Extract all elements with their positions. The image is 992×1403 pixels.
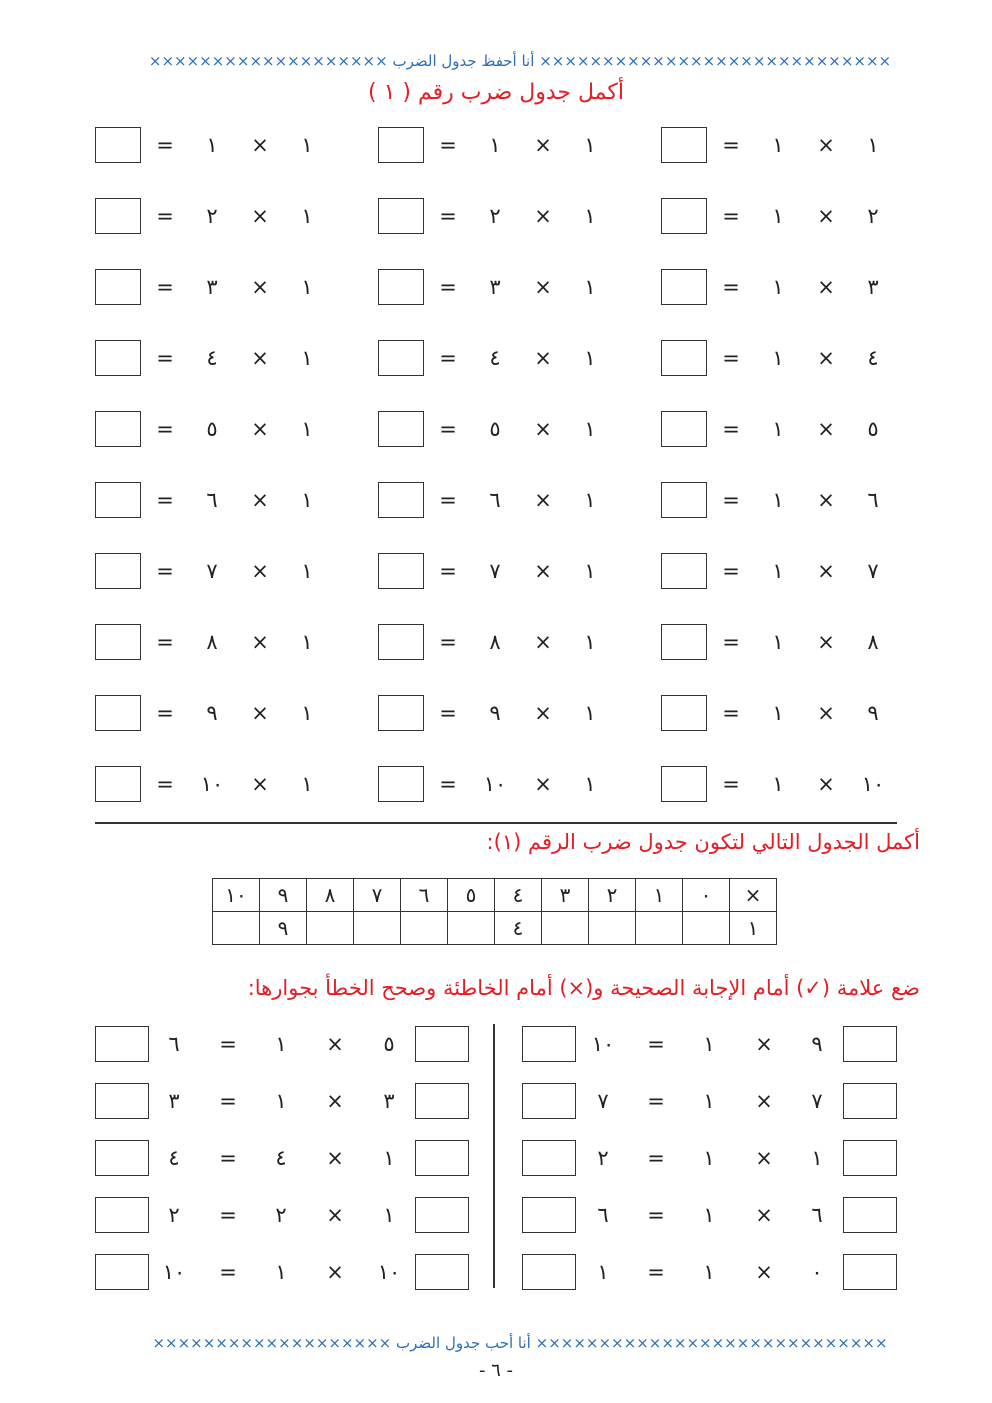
times-sign: ×: [817, 346, 835, 370]
operand-b: ١: [206, 133, 218, 157]
table-header-cell: ٤: [495, 879, 542, 912]
equals-sign: =: [722, 630, 740, 654]
operand-b: ١: [772, 630, 784, 654]
equals-sign: =: [647, 1260, 665, 1284]
operand-b: ٨: [489, 630, 501, 654]
equals-sign: =: [156, 701, 174, 725]
operand-b: ١: [772, 204, 784, 228]
result: ٢: [168, 1203, 180, 1227]
exercise-3-title: ضع علامة (✓) أمام الإجابة الصحيحة و(×) أمام الخاطئة وصحح الخطأ بجوارها:: [247, 976, 920, 1000]
equals-sign: =: [722, 275, 740, 299]
correction-box[interactable]: [95, 1140, 149, 1176]
operand-a: ١: [584, 488, 596, 512]
check-mark-box[interactable]: [843, 1197, 897, 1233]
equals-sign: =: [219, 1032, 237, 1056]
multiplication-table: [212, 878, 777, 945]
check-mark-box[interactable]: [843, 1140, 897, 1176]
table-answer-cell[interactable]: [213, 912, 260, 945]
operand-b: ٧: [206, 559, 218, 583]
operand-a: ١: [584, 133, 596, 157]
answer-box[interactable]: [95, 198, 141, 234]
equals-sign: =: [156, 346, 174, 370]
operand-a: ١: [584, 630, 596, 654]
equals-sign: =: [219, 1260, 237, 1284]
operand-b: ١: [275, 1032, 287, 1056]
operand-a: ٨: [867, 630, 879, 654]
equals-sign: =: [647, 1146, 665, 1170]
table-answer-row: [213, 912, 777, 945]
operand-b: ١: [489, 133, 501, 157]
equals-sign: =: [722, 346, 740, 370]
equals-sign: =: [156, 133, 174, 157]
page-number: - ٦ -: [478, 1360, 514, 1381]
answer-box[interactable]: [661, 411, 707, 447]
result: ٧: [597, 1089, 609, 1113]
check-mark-box[interactable]: [415, 1197, 469, 1233]
times-sign: ×: [534, 630, 552, 654]
times-sign: ×: [326, 1146, 344, 1170]
footer-marks-left: ×××××××××××××××××××: [152, 1334, 392, 1352]
times-sign: ×: [251, 204, 269, 228]
times-sign: ×: [251, 772, 269, 796]
operand-a: ٣: [383, 1089, 395, 1113]
times-sign: ×: [251, 346, 269, 370]
operand-b: ١: [703, 1146, 715, 1170]
equals-sign: =: [439, 488, 457, 512]
times-sign: ×: [534, 417, 552, 441]
table-header-cell: ٧: [354, 879, 401, 912]
operand-a: ١٠: [377, 1260, 401, 1284]
operand-a: ١: [584, 559, 596, 583]
equals-sign: =: [156, 559, 174, 583]
table-answer-cell[interactable]: [401, 912, 448, 945]
result: ١٠: [162, 1260, 186, 1284]
correction-box[interactable]: [522, 1140, 576, 1176]
operand-b: ١: [275, 1089, 287, 1113]
operand-b: ٣: [206, 275, 218, 299]
operand-b: ٤: [206, 346, 218, 370]
equals-sign: =: [722, 488, 740, 512]
answer-box[interactable]: [378, 340, 424, 376]
operand-a: ٠: [811, 1260, 823, 1284]
operand-b: ٢: [275, 1203, 287, 1227]
operand-b: ٧: [489, 559, 501, 583]
equals-sign: =: [439, 559, 457, 583]
answer-box[interactable]: [661, 269, 707, 305]
table-header-cell: ٨: [307, 879, 354, 912]
answer-box[interactable]: [378, 482, 424, 518]
result: ١: [597, 1260, 609, 1284]
equals-sign: =: [439, 772, 457, 796]
answer-box[interactable]: [661, 766, 707, 802]
times-sign: ×: [817, 204, 835, 228]
operand-b: ٥: [489, 417, 501, 441]
table-answer-cell[interactable]: [636, 912, 683, 945]
check-mark-box[interactable]: [843, 1083, 897, 1119]
table-answer-cell[interactable]: [683, 912, 730, 945]
table-header-cell: ١٠: [213, 879, 260, 912]
operand-b: ٩: [489, 701, 501, 725]
table-header-cell: ١: [636, 879, 683, 912]
times-sign: ×: [817, 701, 835, 725]
operand-a: ١٠: [861, 772, 885, 796]
times-sign: ×: [534, 346, 552, 370]
answer-box[interactable]: [661, 695, 707, 731]
column-divider: [493, 1024, 495, 1288]
operand-a: ١: [301, 630, 313, 654]
operand-a: ١: [584, 701, 596, 725]
check-mark-box[interactable]: [843, 1254, 897, 1290]
equals-sign: =: [722, 701, 740, 725]
check-mark-box[interactable]: [415, 1026, 469, 1062]
operand-b: ٢: [206, 204, 218, 228]
table-answer-cell[interactable]: [354, 912, 401, 945]
operand-b: ١: [772, 701, 784, 725]
equals-sign: =: [439, 417, 457, 441]
correction-box[interactable]: [95, 1083, 149, 1119]
operand-b: ١: [772, 275, 784, 299]
equals-sign: =: [439, 346, 457, 370]
times-sign: ×: [326, 1203, 344, 1227]
times-sign: ×: [817, 133, 835, 157]
operand-a: ١: [584, 275, 596, 299]
operand-a: ١: [584, 772, 596, 796]
header-text: أنا أحفظ جدول الضرب: [392, 52, 535, 70]
times-sign: ×: [534, 559, 552, 583]
times-sign: ×: [251, 488, 269, 512]
table-header-cell: ×: [730, 879, 777, 912]
answer-box[interactable]: [95, 553, 141, 589]
operand-a: ٢: [867, 204, 879, 228]
result: ٣: [168, 1089, 180, 1113]
times-sign: ×: [534, 701, 552, 725]
equals-sign: =: [439, 133, 457, 157]
times-sign: ×: [326, 1089, 344, 1113]
check-mark-box[interactable]: [415, 1254, 469, 1290]
times-sign: ×: [755, 1203, 773, 1227]
footer-text: أنا أحب جدول الضرب: [396, 1334, 531, 1352]
answer-box[interactable]: [378, 553, 424, 589]
header-banner: [110, 52, 930, 70]
times-sign: ×: [326, 1260, 344, 1284]
answer-box[interactable]: [95, 766, 141, 802]
page-title: أكمل جدول ضرب رقم ( ١ ): [368, 80, 624, 105]
equals-sign: =: [439, 204, 457, 228]
times-sign: ×: [326, 1032, 344, 1056]
operand-a: ٩: [867, 701, 879, 725]
times-sign: ×: [755, 1260, 773, 1284]
operand-a: ١: [301, 772, 313, 796]
footer-marks-right: ××××××××××××××××××××××××××××: [535, 1334, 888, 1352]
equals-sign: =: [439, 701, 457, 725]
answer-box[interactable]: [95, 411, 141, 447]
operand-a: ١: [301, 701, 313, 725]
table-header-cell: ٢: [589, 879, 636, 912]
operand-b: ٢: [489, 204, 501, 228]
correction-box[interactable]: [95, 1197, 149, 1233]
table-answer-cell[interactable]: [589, 912, 636, 945]
table-answer-cell[interactable]: [307, 912, 354, 945]
section-divider: [95, 822, 897, 824]
times-sign: ×: [534, 772, 552, 796]
operand-a: ١: [301, 346, 313, 370]
operand-b: ١: [772, 772, 784, 796]
check-mark-box[interactable]: [415, 1083, 469, 1119]
equals-sign: =: [156, 204, 174, 228]
operand-b: ٥: [206, 417, 218, 441]
operand-a: ٣: [867, 275, 879, 299]
operand-a: ١: [301, 559, 313, 583]
operand-a: ١: [301, 488, 313, 512]
times-sign: ×: [755, 1089, 773, 1113]
operand-a: ١: [301, 204, 313, 228]
table-header-cell: ٩: [260, 879, 307, 912]
times-sign: ×: [251, 559, 269, 583]
answer-box[interactable]: [95, 127, 141, 163]
table-answer-cell[interactable]: [448, 912, 495, 945]
equals-sign: =: [219, 1089, 237, 1113]
check-mark-box[interactable]: [843, 1026, 897, 1062]
equals-sign: =: [647, 1203, 665, 1227]
answer-box[interactable]: [378, 695, 424, 731]
operand-a: ١: [383, 1146, 395, 1170]
times-sign: ×: [817, 630, 835, 654]
operand-a: ٦: [811, 1203, 823, 1227]
operand-b: ١: [772, 417, 784, 441]
equals-sign: =: [722, 417, 740, 441]
operand-a: ١: [301, 417, 313, 441]
operand-b: ١: [703, 1089, 715, 1113]
answer-box[interactable]: [661, 482, 707, 518]
operand-b: ١: [703, 1032, 715, 1056]
operand-a: ٧: [867, 559, 879, 583]
operand-b: ٨: [206, 630, 218, 654]
equals-sign: =: [722, 559, 740, 583]
table-header-cell: ٦: [401, 879, 448, 912]
times-sign: ×: [817, 772, 835, 796]
header-marks-left: ×××××××××××××××××××: [148, 52, 388, 70]
equals-sign: =: [647, 1089, 665, 1113]
equals-sign: =: [439, 275, 457, 299]
operand-a: ٥: [383, 1032, 395, 1056]
operand-b: ١: [772, 488, 784, 512]
operand-a: ٧: [811, 1089, 823, 1113]
correction-box[interactable]: [522, 1254, 576, 1290]
answer-box[interactable]: [378, 198, 424, 234]
answer-box[interactable]: [661, 340, 707, 376]
times-sign: ×: [755, 1146, 773, 1170]
answer-box[interactable]: [661, 624, 707, 660]
result: ٢: [597, 1146, 609, 1170]
table-header-row: [213, 879, 777, 912]
operand-b: ١: [703, 1260, 715, 1284]
operand-a: ١: [584, 417, 596, 441]
operand-b: ١: [772, 559, 784, 583]
times-sign: ×: [817, 488, 835, 512]
operand-a: ١: [383, 1203, 395, 1227]
answer-box[interactable]: [95, 695, 141, 731]
operand-b: ٤: [275, 1146, 287, 1170]
answer-box[interactable]: [378, 127, 424, 163]
equals-sign: =: [219, 1146, 237, 1170]
equals-sign: =: [647, 1032, 665, 1056]
answer-box[interactable]: [378, 411, 424, 447]
result: ٦: [168, 1032, 180, 1056]
operand-a: ١: [867, 133, 879, 157]
equals-sign: =: [722, 204, 740, 228]
equals-sign: =: [156, 630, 174, 654]
equals-sign: =: [156, 417, 174, 441]
times-sign: ×: [817, 275, 835, 299]
table-header-cell: ٣: [542, 879, 589, 912]
equals-sign: =: [156, 772, 174, 796]
operand-b: ١٠: [200, 772, 224, 796]
operand-a: ١: [584, 204, 596, 228]
answer-box[interactable]: [95, 340, 141, 376]
times-sign: ×: [251, 630, 269, 654]
times-sign: ×: [534, 275, 552, 299]
exercise-2-title: أكمل الجدول التالي لتكون جدول ضرب الرقم (١):: [486, 830, 920, 854]
answer-box[interactable]: [661, 127, 707, 163]
operand-a: ٤: [867, 346, 879, 370]
operand-b: ٦: [206, 488, 218, 512]
answer-box[interactable]: [661, 198, 707, 234]
correction-box[interactable]: [95, 1026, 149, 1062]
answer-box[interactable]: [95, 624, 141, 660]
table-answer-cell[interactable]: [542, 912, 589, 945]
header-marks-right: ××××××××××××××××××××××××××××: [539, 52, 892, 70]
operand-a: ١: [811, 1146, 823, 1170]
times-sign: ×: [251, 701, 269, 725]
equals-sign: =: [156, 488, 174, 512]
equals-sign: =: [219, 1203, 237, 1227]
correction-box[interactable]: [522, 1083, 576, 1119]
times-sign: ×: [251, 275, 269, 299]
operand-b: ١٠: [483, 772, 507, 796]
answer-box[interactable]: [661, 553, 707, 589]
operand-a: ٥: [867, 417, 879, 441]
table-answer-cell: ٤: [495, 912, 542, 945]
answer-box[interactable]: [95, 482, 141, 518]
equals-sign: =: [722, 133, 740, 157]
operand-b: ٤: [489, 346, 501, 370]
operand-b: ١: [703, 1203, 715, 1227]
answer-box[interactable]: [378, 624, 424, 660]
operand-a: ٩: [811, 1032, 823, 1056]
times-sign: ×: [251, 133, 269, 157]
table-header-cell: ٠: [683, 879, 730, 912]
answer-box[interactable]: [378, 269, 424, 305]
answer-box[interactable]: [378, 766, 424, 802]
equals-sign: =: [156, 275, 174, 299]
times-sign: ×: [817, 417, 835, 441]
result: ٦: [597, 1203, 609, 1227]
result: ١٠: [591, 1032, 615, 1056]
operand-b: ٦: [489, 488, 501, 512]
operand-a: ١: [301, 133, 313, 157]
operand-b: ١: [772, 346, 784, 370]
operand-a: ٦: [867, 488, 879, 512]
equals-sign: =: [439, 630, 457, 654]
operand-b: ٣: [489, 275, 501, 299]
operand-a: ١: [301, 275, 313, 299]
table-header-cell: ٥: [448, 879, 495, 912]
correction-box[interactable]: [522, 1026, 576, 1062]
operand-b: ٩: [206, 701, 218, 725]
times-sign: ×: [251, 417, 269, 441]
result: ٤: [168, 1146, 180, 1170]
footer-banner: [110, 1334, 930, 1352]
table-answer-cell: ٩: [260, 912, 307, 945]
times-sign: ×: [817, 559, 835, 583]
answer-box[interactable]: [95, 269, 141, 305]
equals-sign: =: [722, 772, 740, 796]
times-sign: ×: [534, 133, 552, 157]
correction-box[interactable]: [95, 1254, 149, 1290]
times-sign: ×: [534, 488, 552, 512]
operand-b: ١: [275, 1260, 287, 1284]
correction-box[interactable]: [522, 1197, 576, 1233]
table-answer-cell: ١: [730, 912, 777, 945]
check-mark-box[interactable]: [415, 1140, 469, 1176]
operand-b: ١: [772, 133, 784, 157]
times-sign: ×: [534, 204, 552, 228]
operand-a: ١: [584, 346, 596, 370]
times-sign: ×: [755, 1032, 773, 1056]
